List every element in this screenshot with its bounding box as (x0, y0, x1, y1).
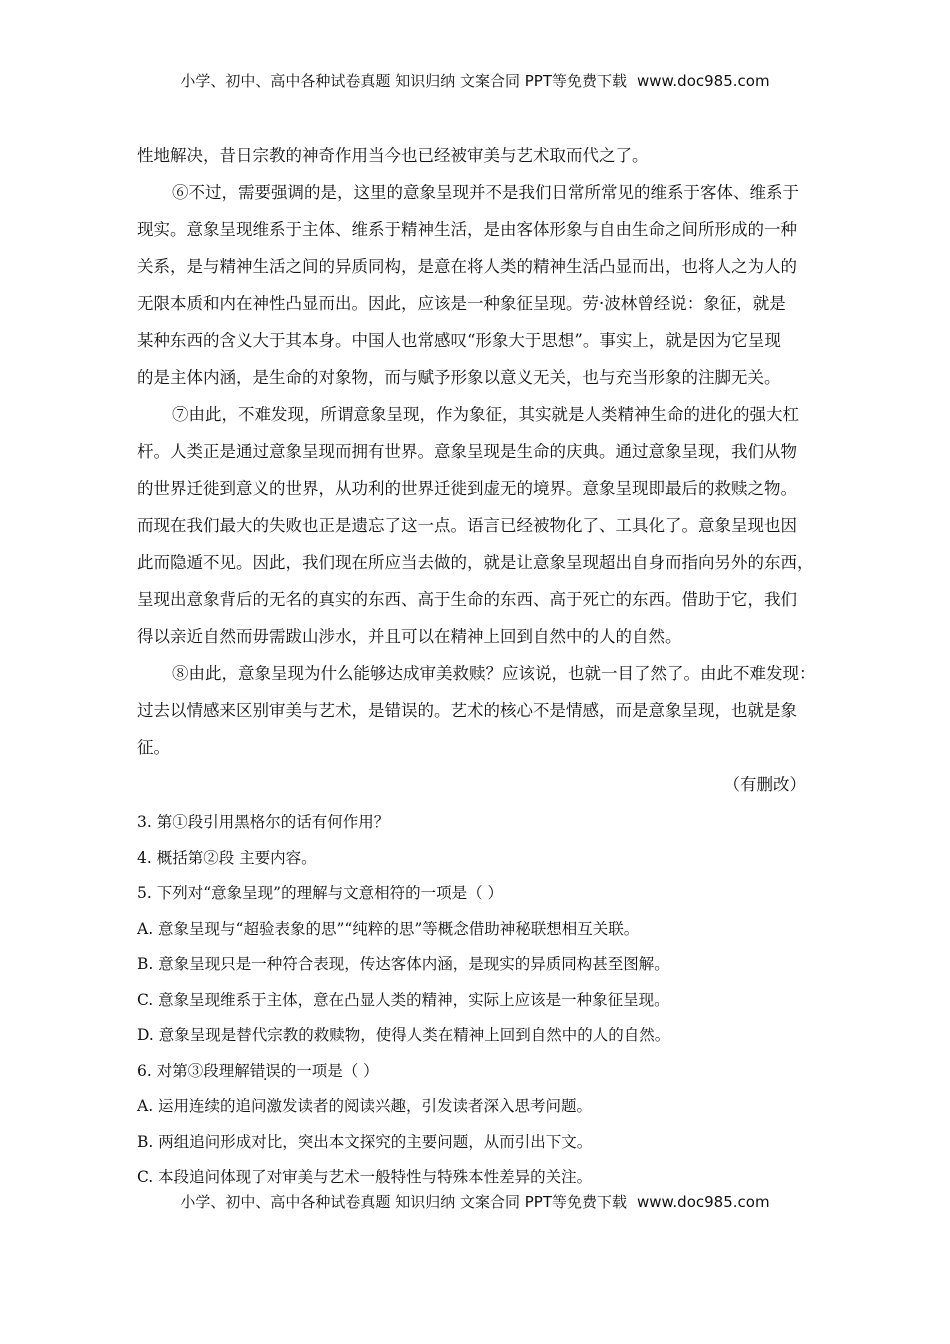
paragraph-line: 而现在我们最大的失败也正是遗忘了这一点。语言已经被物化了、工具化了。意象呈现也因 (137, 516, 797, 535)
paragraph-line: 杆。人类正是通过意象呈现而拥有世界。意象呈现是生命的庆典。通过意象呈现，我们从物 (137, 442, 797, 461)
question-6-option-c: C. 本段追问体现了对审美与艺术一般特性与特殊本性差异的关注。 (137, 1168, 593, 1186)
question-5-option-a: A. 意象呈现与“超验表象的思”“纯粹的思”等概念借助神秘联想相互关联。 (137, 919, 640, 938)
paragraph-line: 呈现出意象背后的无名的真实的东西、高于生命的东西、高于死亡的东西。借助于它，我们 (137, 590, 797, 609)
question-5-option-d: D. 意象呈现是替代宗教的救赎物，使得人类在精神上回到自然中的人的自然。 (137, 1026, 671, 1044)
question-6-option-a: A. 运用连续的追问激发读者的阅读兴趣，引发读者深入思考问题。 (137, 1097, 593, 1115)
page-header (0, 70, 950, 91)
paragraph-line: 过去以情感来区别审美与艺术，是错误的。艺术的核心不是情感，而是意象呈现，也就是象 (137, 701, 797, 720)
paragraph-line: ⑧由此，意象呈现为什么能够达成审美救赎？应该说，也就一目了然了。由此不难发现： (172, 664, 816, 683)
page-footer (0, 1191, 950, 1212)
question-3: 3. 第①段引用黑格尔的话有何作用？ (137, 813, 390, 831)
paragraph-line: 的世界迁徙到意义的世界，从功利的世界迁徙到虚无的境界。意象呈现即最后的救赎之物。 (137, 479, 797, 498)
paragraph-line: 无限本质和内在神性凸显而出。因此，应该是一种象征呈现。劳·波林曾经说：象征，就是 (137, 294, 786, 313)
paragraph-line: ⑥不过，需要强调的是，这里的意象呈现并不是我们日常所常见的维系于客体、维系于 (172, 183, 799, 202)
paragraph-line: 征。 (137, 738, 170, 757)
paragraph-8 (137, 660, 816, 771)
paragraph-line: 关系，是与精神生活之间的异质同构，是意在将人类的精神生活凸显而出，也将人之为人的 (137, 257, 797, 276)
question-5-option-b: B. 意象呈现只是一种符合表现，传达客体内涵，是现实的异质同构甚至图解。 (137, 955, 670, 973)
paragraph-line: 得以亲近自然而毋需跋山涉水，并且可以在精神上回到自然中的人的自然。 (137, 627, 682, 646)
question-5-option-c: C. 意象呈现维系于主体，意在凸显人类的精神，实际上应该是一种象征呈现。 (137, 990, 670, 1009)
document-body (137, 142, 816, 1199)
paragraph-line: 某种东西的含义大于其本身。中国人也常感叹“形象大于思想”。事实上，就是因为它呈现 (137, 331, 781, 350)
question-6-option-b: B. 两组追问形成对比，突出本文探究的主要问题，从而引出下文。 (137, 1132, 593, 1151)
paragraph-7 (137, 401, 814, 660)
paragraph-line: ⑦由此，不难发现，所谓意象呈现，作为象征，其实就是人类精神生命的进化的强大杠 (172, 405, 799, 424)
revision-note: （有删改） (723, 775, 806, 794)
paragraph-line: 此而隐遁不见。因此，我们现在所应当去做的，就是让意象呈现超出自身而指向另外的东西， (137, 553, 814, 572)
header-site-link[interactable]: www.doc985.com (636, 72, 770, 90)
footer-site-link[interactable]: www.doc985.com (636, 1193, 770, 1211)
question-6-suffix: 的一项是（ ） (280, 1061, 379, 1080)
question-5: 5. 下列对“意象呈现”的理解与文意相符的一项是（ ） (137, 884, 503, 902)
question-6-prefix: 6. 对第③段理解 (137, 1061, 250, 1080)
paragraph-line: 现实。意象呈现维系于主体、维系于精神生活，是由客体形象与自由生命之间所形成的一种 (137, 220, 797, 239)
header-text: 小学、初中、高中各种试卷真题 知识归纳 文案合同 PPT等免费下载 (180, 72, 627, 90)
paragraph-5-tail: 性地解决，昔日宗教的神奇作用当今也已经被审美与艺术取而代之了。 (137, 146, 649, 165)
question-4: 4. 概括第②段 主要内容。 (137, 848, 317, 867)
paragraph-line: 的是主体内涵，是生命的对象物，而与赋予形象以意义无关，也与充当形象的注脚无关。 (137, 368, 781, 387)
questions-section (137, 808, 810, 1199)
footer-text: 小学、初中、高中各种试卷真题 知识归纳 文案合同 PPT等免费下载 (180, 1193, 627, 1211)
paragraph-6 (137, 179, 810, 401)
question-6 (137, 1057, 810, 1093)
question-6-emphasis: 错误 (249, 1061, 281, 1080)
